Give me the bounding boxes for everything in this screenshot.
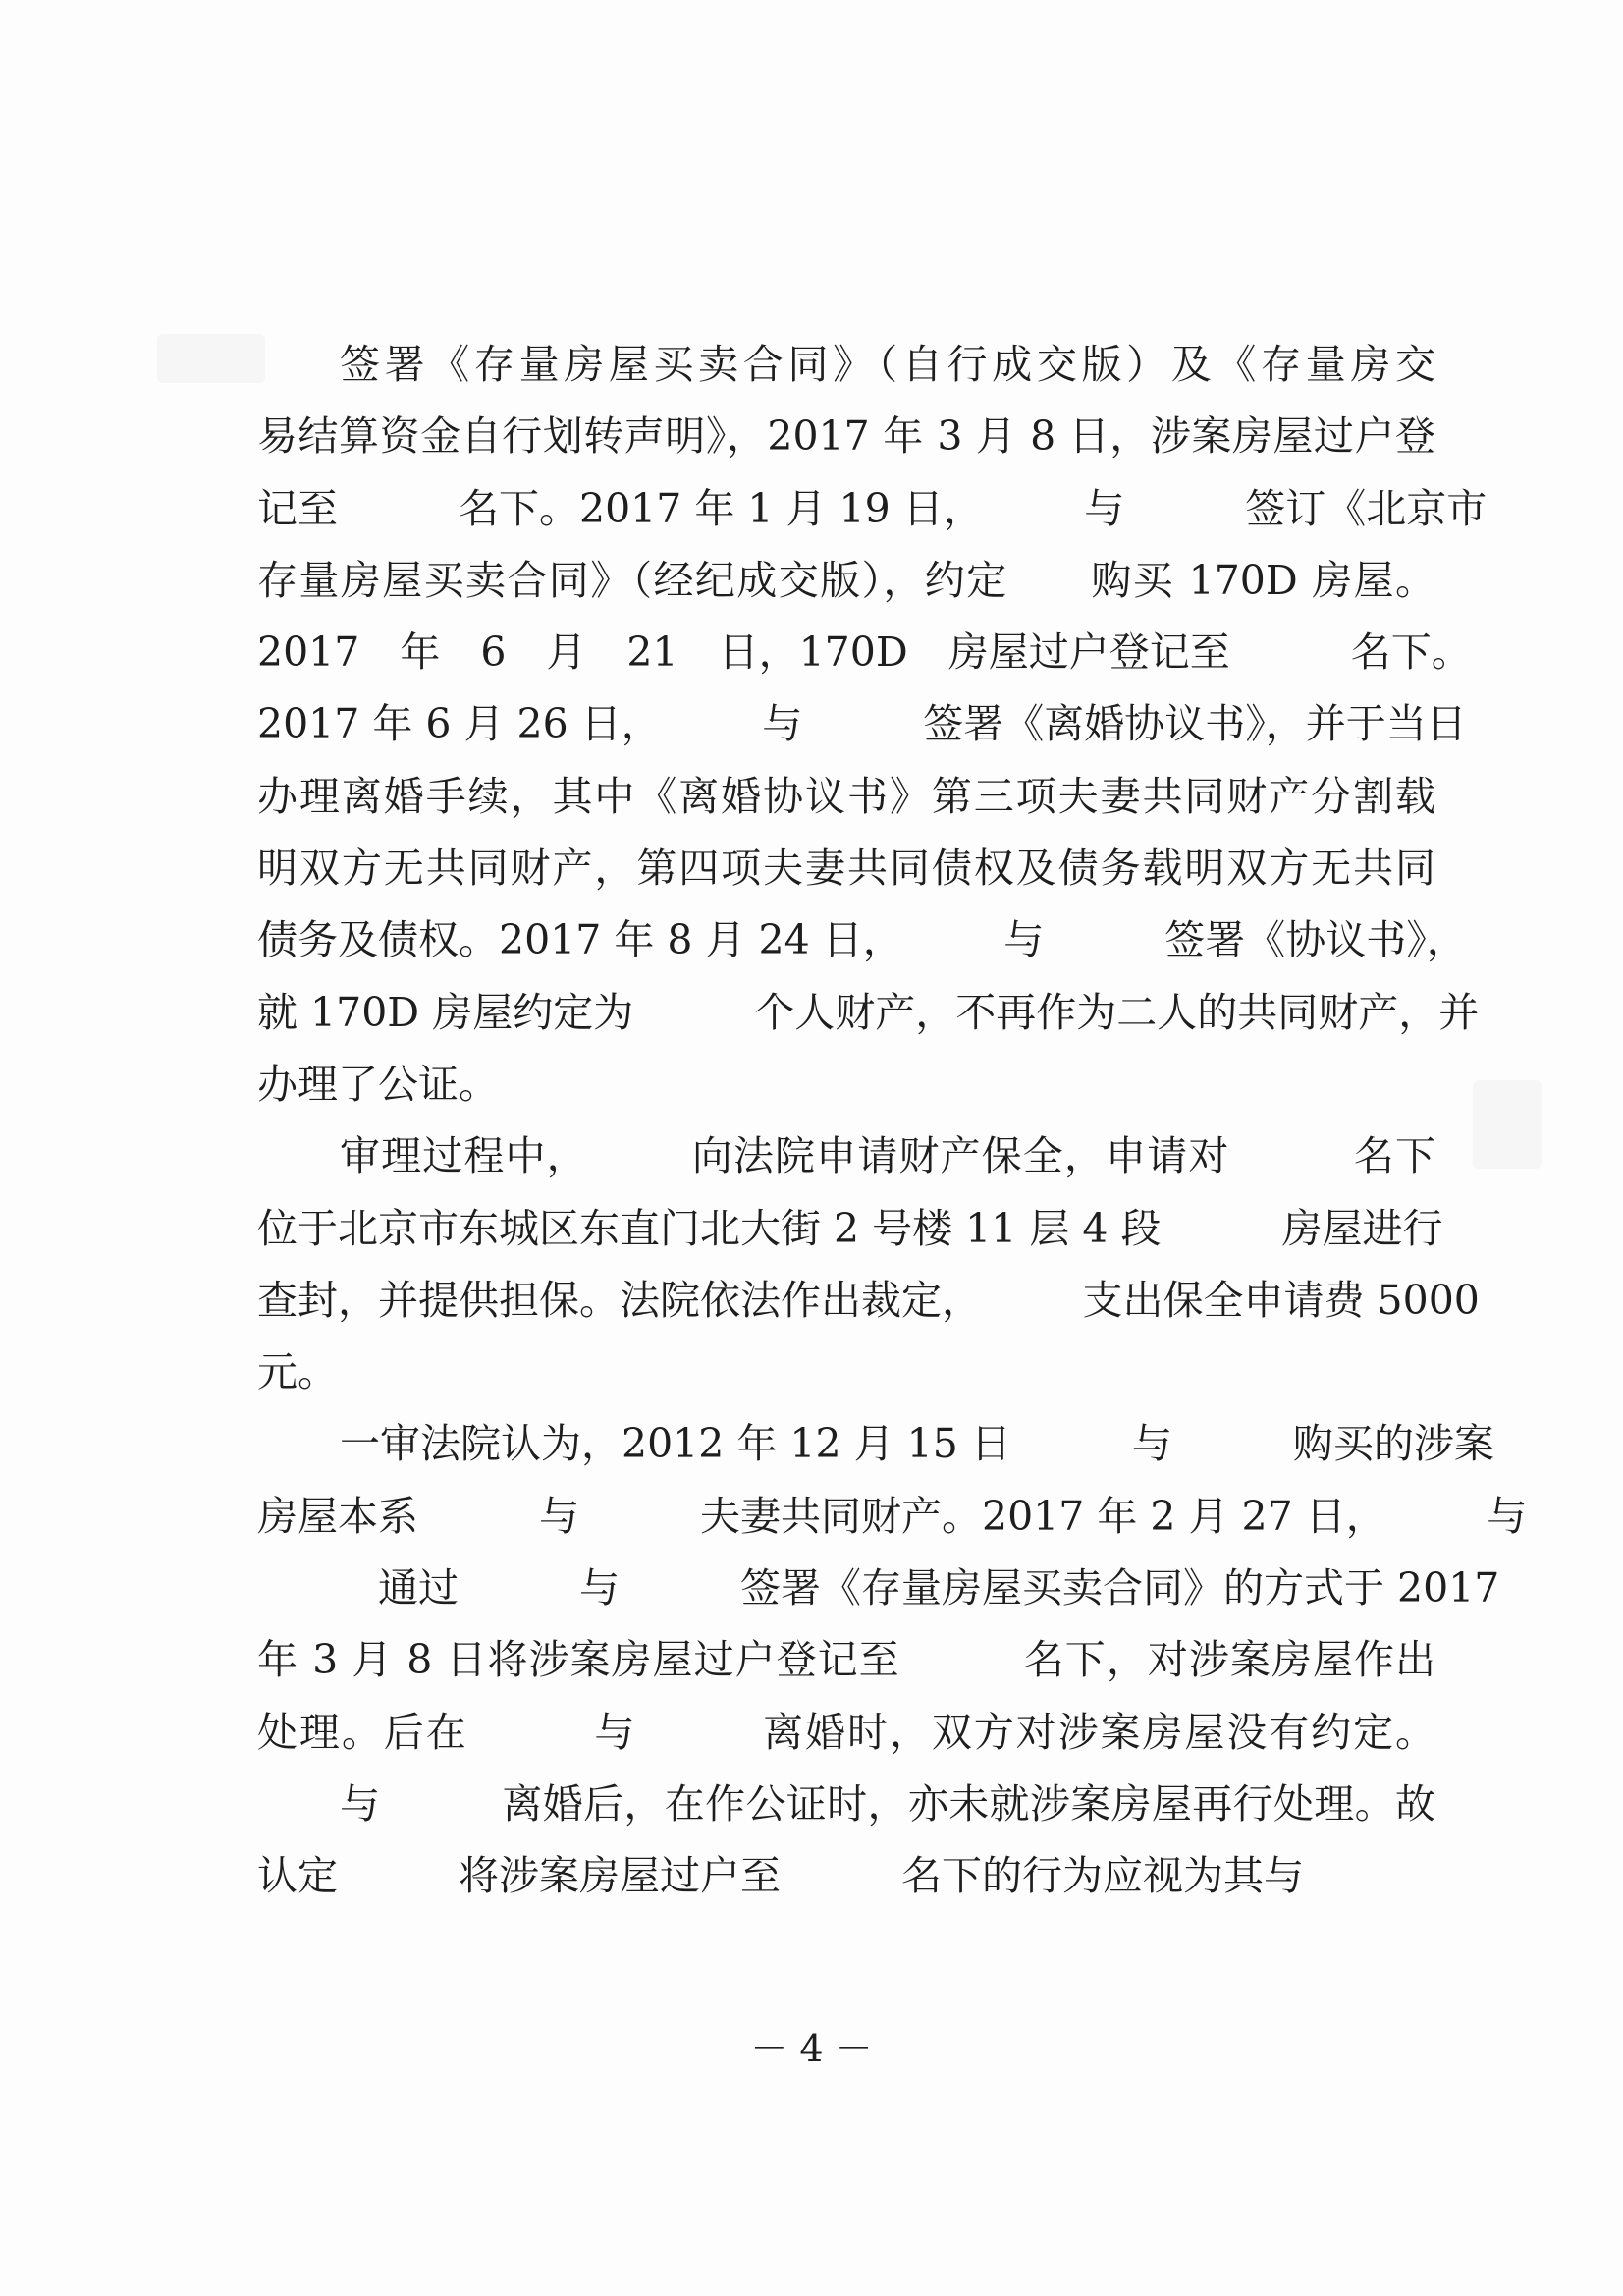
text-line: 审理过程中， 向法院申请财产保全，申请对 名下 bbox=[340, 1132, 1435, 1180]
text-line: 位于北京市东城区东直门北大街 2 号楼 11 层 4 段 房屋进行 bbox=[257, 1204, 1443, 1252]
text-line: 查封，并提供担保。法院依法作出裁定， 支出保全申请费 5000 bbox=[257, 1276, 1480, 1324]
text-line: 2017 年 6 月 26 日， 与 签署《离婚协议书》，并于当日 bbox=[257, 700, 1467, 748]
scan-shade bbox=[157, 334, 265, 383]
text-line: 元。 bbox=[257, 1348, 338, 1396]
text-line: 存量房屋买卖合同》（经纪成交版），约定 购买 170D 房屋。 bbox=[257, 556, 1435, 604]
text-line: 办理离婚手续，其中《离婚协议书》第三项夫妻共同财产分割载 bbox=[257, 772, 1435, 820]
text-line: 处理。后在 与 离婚时，双方对涉案房屋没有约定。 bbox=[257, 1708, 1435, 1756]
text-line: 签署《存量房屋买卖合同》（自行成交版）及《存量房交 bbox=[340, 341, 1435, 388]
text-line: 债务及债权。2017 年 8 月 24 日， 与 签署《协议书》， bbox=[257, 916, 1467, 964]
text-line: 2017 年 6 月 21 日，170D 房屋过户登记至 名下。 bbox=[257, 629, 1472, 677]
text-line: 一审法院认为，2012 年 12 月 15 日 与 购买的涉案 bbox=[340, 1420, 1494, 1468]
text-line: 认定 将涉案房屋过户至 名下的行为应视为其与 bbox=[257, 1852, 1304, 1900]
scan-shade bbox=[1473, 1080, 1542, 1169]
text-line: 就 170D 房屋约定为 个人财产，不再作为二人的共同财产，并 bbox=[257, 988, 1480, 1036]
text-line: 通过 与 签署《存量房屋买卖合同》的方式于 2017 bbox=[257, 1564, 1500, 1613]
text-line: 记至 名下。2017 年 1 月 19 日， 与 签订《北京市 bbox=[257, 484, 1488, 532]
text-line: 房屋本系 与 夫妻共同财产。2017 年 2 月 27 日， 与 bbox=[257, 1492, 1528, 1540]
text-line: 办理了公证。 bbox=[257, 1060, 499, 1108]
text-line: 年 3 月 8 日将涉案房屋过户登记至 名下，对涉案房屋作出 bbox=[257, 1636, 1435, 1684]
text-line: 易结算资金自行划转声明》，2017 年 3 月 8 日，涉案房屋过户登 bbox=[257, 412, 1435, 461]
page-number: － 4 － bbox=[750, 2027, 873, 2070]
text-line: 明双方无共同财产，第四项夫妻共同债权及债务载明双方无共同 bbox=[257, 845, 1435, 893]
body-text bbox=[257, 329, 1528, 1913]
text-line: 与 离婚后，在作公证时，亦未就涉案房屋再行处理。故 bbox=[340, 1779, 1435, 1828]
